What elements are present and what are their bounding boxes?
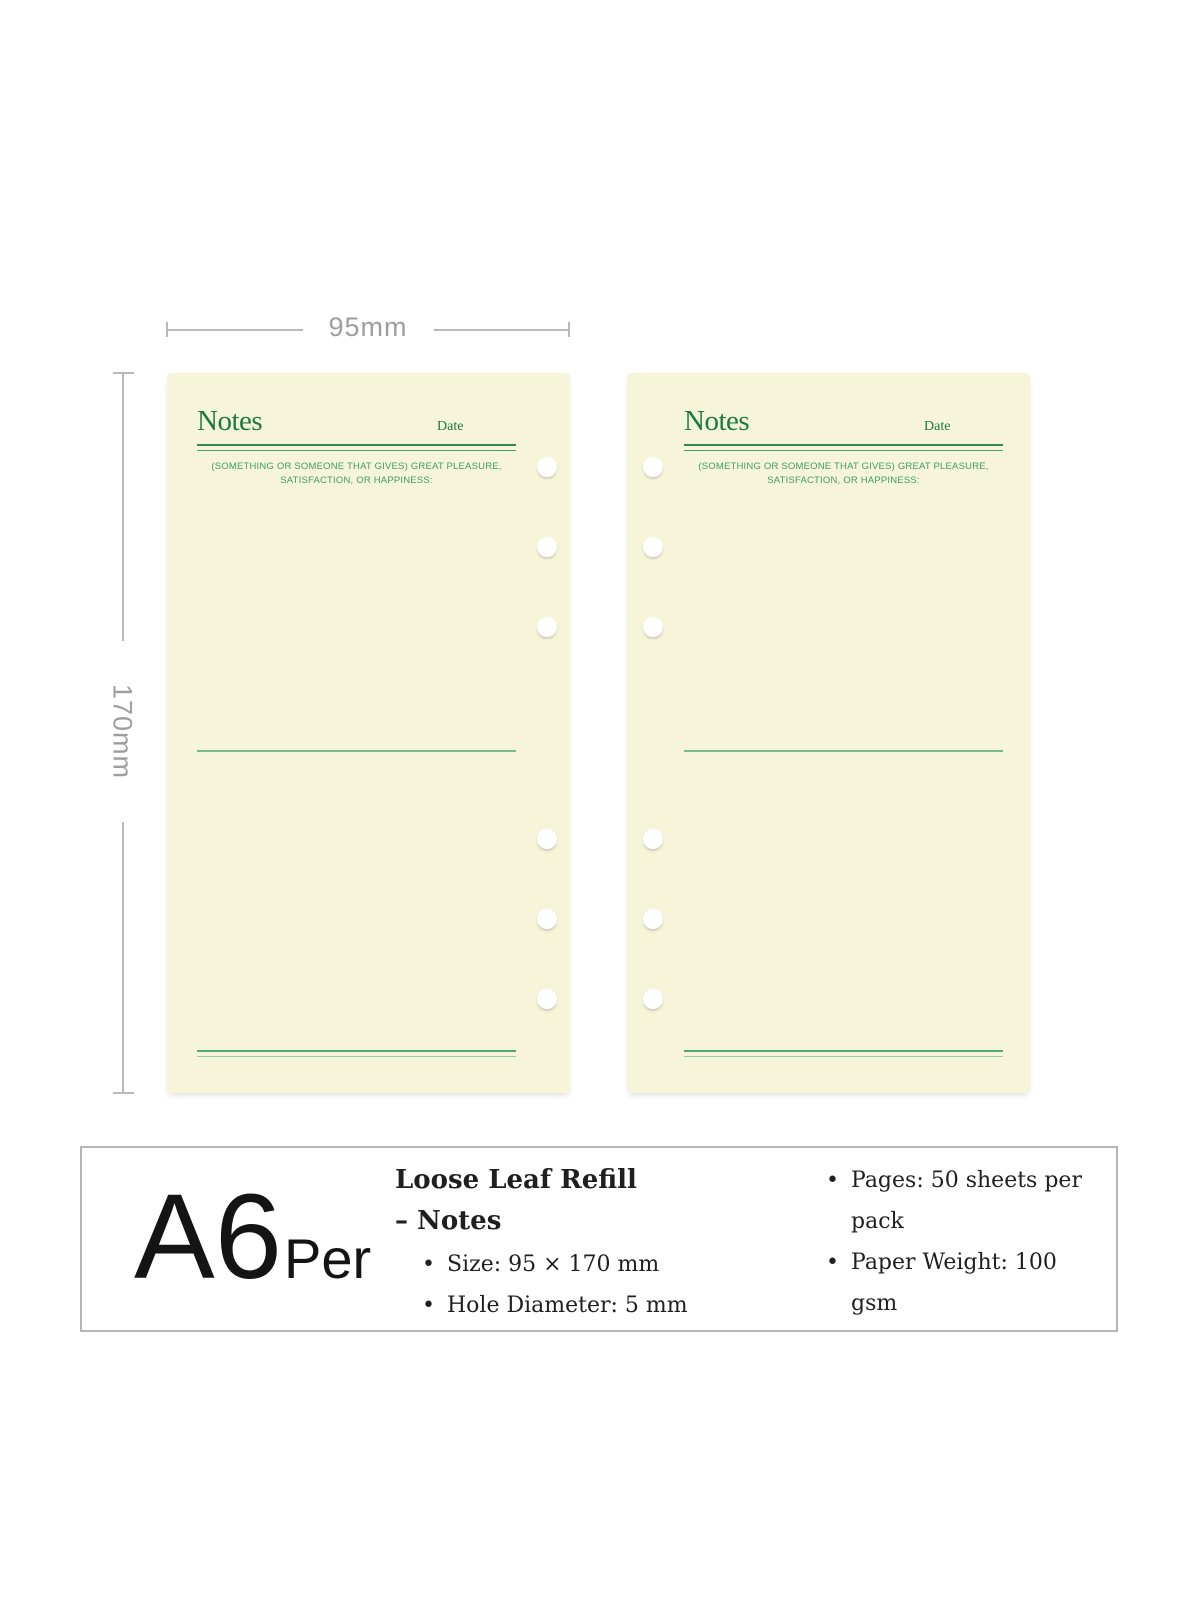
footer-rule-thin [684,1056,1003,1057]
height-dimension-label: 170mm [107,684,138,780]
punch-hole [537,989,557,1009]
spec-size: • Size: 95 × 170 mm [420,1244,780,1285]
width-dimension-right-tick [568,322,570,337]
sheet-prompt [684,460,1003,488]
spec-list-left [420,1244,780,1326]
product-info-box [80,1146,1118,1332]
width-dimension-label: 95mm [328,312,408,342]
punch-hole [643,829,663,849]
prompt-line-2: SATISFACTION, OR HAPPINESS: [280,475,433,486]
sheet-title: Notes [684,405,750,437]
punch-hole [643,909,663,929]
height-dimension-top-line [122,373,124,641]
brand-logo-main: A6 [134,1168,283,1304]
punch-hole [537,457,557,477]
note-sheet-right [627,373,1030,1093]
height-dimension-bottom-line [122,822,124,1093]
middle-rule [197,750,516,752]
product-title-line-2: – Notes [395,1206,502,1236]
sheet-content [197,373,516,1093]
header-rule-thick [197,444,516,446]
sheet-prompt [197,460,516,488]
header-rule-thick [684,444,1003,446]
punch-hole [537,909,557,929]
spec-hole-diameter: • Hole Diameter: 5 mm [420,1285,780,1326]
footer-rule-thin [197,1056,516,1057]
punch-hole [643,617,663,637]
brand-logo-sub: Per [284,1227,372,1290]
punch-hole [643,537,663,557]
spec-pages: • Pages: 50 sheets per pack [824,1160,1082,1242]
product-title [395,1160,637,1242]
footer-rule-thick [684,1050,1003,1052]
header-rule-thin [197,450,516,451]
prompt-line-1: (SOMETHING OR SOMEONE THAT GIVES) GREAT PLEASURE, [211,461,502,472]
punch-hole [537,617,557,637]
brand-logo [134,1168,372,1304]
width-dimension-right-line [434,329,570,331]
spec-list-right [824,1160,1082,1324]
footer-rule-thick [197,1050,516,1052]
prompt-line-1: (SOMETHING OR SOMEONE THAT GIVES) GREAT PLEASURE, [698,461,989,472]
height-dimension-bottom-tick [113,1092,134,1094]
sheet-date-label: Date [437,419,464,434]
punch-hole [643,989,663,1009]
punch-hole [537,829,557,849]
note-sheet-left [167,373,570,1093]
middle-rule [684,750,1003,752]
width-dimension-left-line [167,329,303,331]
product-title-line-1: Loose Leaf Refill [395,1165,637,1195]
prompt-line-2: SATISFACTION, OR HAPPINESS: [767,475,920,486]
sheet-content [684,373,1003,1093]
sheet-date-label: Date [924,419,951,434]
punch-hole [537,537,557,557]
sheet-title: Notes [197,405,263,437]
spec-paper-weight: • Paper Weight: 100 gsm [824,1242,1082,1324]
header-rule-thin [684,450,1003,451]
punch-hole [643,457,663,477]
